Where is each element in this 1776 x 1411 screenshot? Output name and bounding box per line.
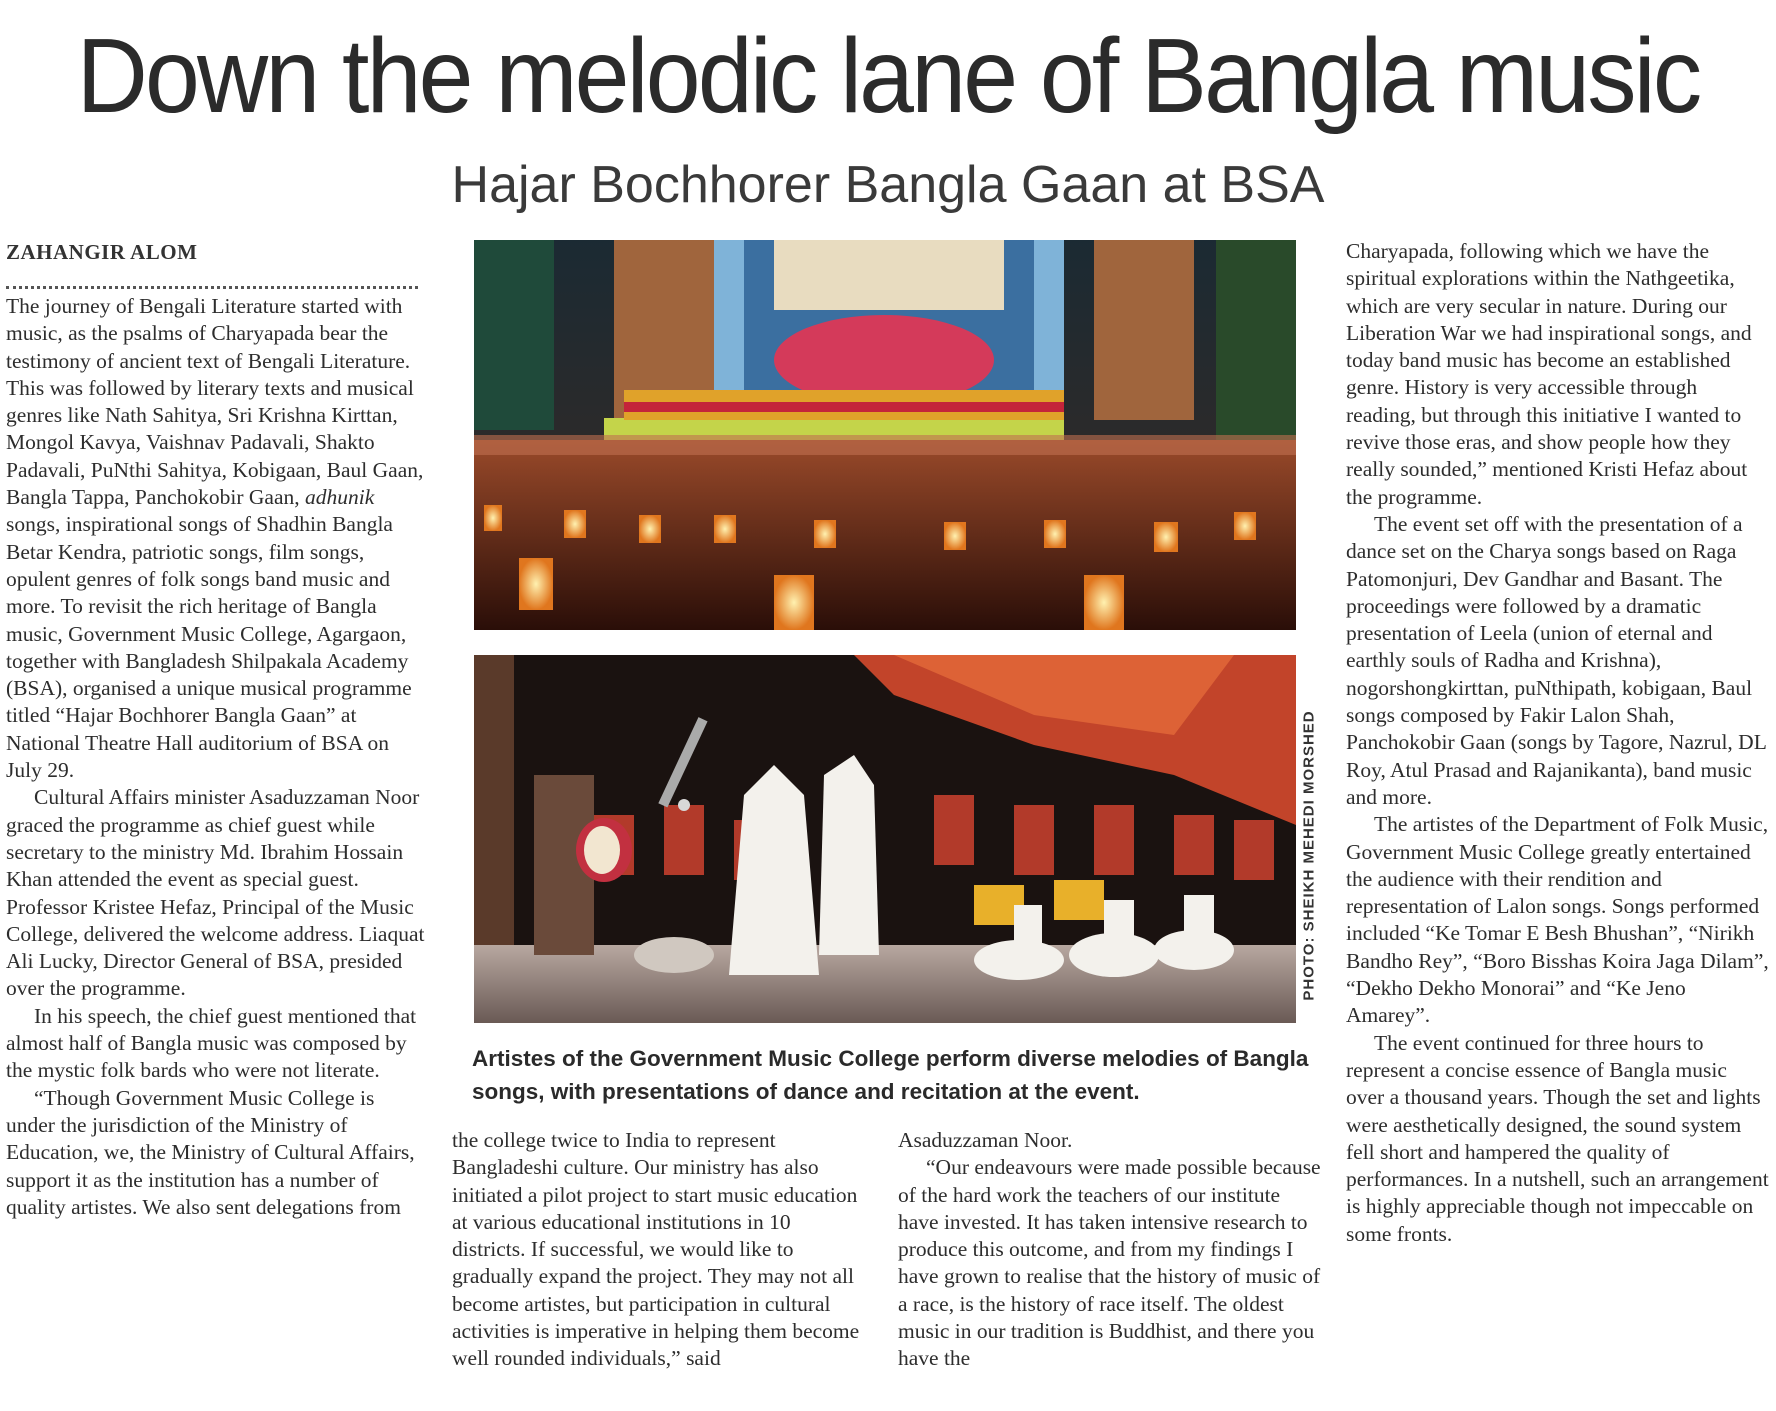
paragraph: “Though Government Music College is under the jurisdiction of the Ministry of Education, we, the Ministry of Cultural Affairs, support it as the institution has a number of quality artistes. We also sent delegations from <box>6 1085 415 1219</box>
article-column-4 <box>1346 238 1770 1248</box>
paragraph: “Our endeavours were made possible because of the hard work the teachers of our institute have invested. It has taken intensive research to produce this outcome, and from my findings I have grown to realise that the history of music of a race, is the history of race itself. The oldest music in our tradition is Buddhist, and there you have the <box>898 1155 1321 1371</box>
headline: Down the melodic lane of Bangla music <box>76 17 1700 135</box>
performers-illustration <box>474 655 1296 1023</box>
byline: ZAHANGIR ALOM <box>6 240 198 264</box>
article-column-3 <box>898 1127 1322 1373</box>
article-column-1 <box>6 293 426 1221</box>
paragraph: The event continued for three hours to represent a concise essence of Bangla music over a thousand years. Though the set and lights were aesthetically designed, the sound system fell short and hampered the quality of performances. In a nutshell, such an arrangement is highly appreciable though not impeccable on some fronts. <box>1346 1030 1769 1246</box>
byline-divider <box>6 286 418 289</box>
photo-performers <box>474 655 1296 1023</box>
paragraph: The artistes of the Department of Folk Music, Government Music College greatly entertained the audience with their rendition and representation of Lalon songs. Songs performed included “Ke Tomar E Besh Bhushan”, “Nirikh Bandho Rey”, “Boro Bisshas Koira Jaga Dilam”, “Dekho Dekho Monorai” and “Ke Jeno Amarey”. <box>1346 812 1769 1028</box>
stage-choir-illustration <box>474 240 1296 630</box>
paragraph: the college twice to India to represent Bangladeshi culture. Our ministry has also initiated a pilot project to start music education at various educational institutions in 10 districts. If successful, we would like to gradually expand the project. They may not all become artistes, but participation in cultural activities is imperative in helping them become well rounded individuals,” said <box>452 1128 860 1371</box>
paragraph: Asaduzzaman Noor. <box>898 1128 1073 1152</box>
photo-caption: Artistes of the Government Music College perform diverse melodies of Bangla songs, with presentations of dance and recitation at the event. <box>472 1046 1309 1104</box>
paragraph: In his speech, the chief guest mentioned that almost half of Bangla music was composed by the mystic folk bards who were not literate. <box>6 1003 417 1083</box>
paragraph: Cultural Affairs minister Asaduzzaman Noor graced the programme as chief guest while secretary to the ministry Md. Ibrahim Hossain Khan attended the event as special guest. Professor Kristee Hefaz, Principal of the Music College, delivered the welcome address. Liaquat Ali Lucky, Director General of BSA, presided over the programme. <box>6 785 425 1001</box>
article-column-2 <box>452 1127 864 1373</box>
subheadline: Hajar Bochhorer Bangla Gaan at BSA <box>451 156 1325 214</box>
photo-stage-choir <box>474 240 1296 630</box>
photo-credit: PHOTO: SHEIKH MEHEDI MORSHED <box>1300 709 1318 1001</box>
paragraph: The event set off with the presentation of a dance set on the Charya songs based on Raga Patomonjuri, Dev Gandhar and Basant. The proceedings were followed by a dramatic presentation of Leela (union of eternal and earthly souls of Radha and Krishna), nogorshongkirttan, puNthipath, kobigaan, Baul songs composed by Fakir Lalon Shah, Panchokobir Gaan (songs by Tagore, Nazrul, DL Roy, Atul Prasad and Rajanikanta), band music and more. <box>1346 511 1767 809</box>
paragraph: Charyapada, following which we have the spiritual explorations within the Nathgeetika, which are very secular in nature. During our Liberation War we had inspirational songs, and today band music has become an established genre. History is very accessible through reading, but through this initiative I wanted to revive those eras, and show people how they really sounded,” mentioned Kristi Hefaz about the programme. <box>1346 239 1752 509</box>
paragraph: The journey of Bengali Literature started with music, as the psalms of Charyapada bear the testimony of ancient text of Bengali Literature. This was followed by literary texts and musical genres like Nath Sahitya, Sri Krishna Kirttan, Mongol Kavya, Vaishnav Padavali, Shakto Padavali, PuNthi Sahitya, Kobigaan, Baul Gaan, Bangla Tappa, Panchokobir Gaan, adhunik songs, inspirational songs of Shadhin Bangla Betar Kendra, patriotic songs, film songs, opulent genres of folk songs band music and more. To revisit the rich heritage of Bangla music, Government Music College, Agargaon, together with Bangladesh Shilpakala Academy (BSA), organised a unique musical programme titled “Hajar Bochhorer Bangla Gaan” at National Theatre Hall auditorium of BSA on July 29. <box>6 294 424 783</box>
